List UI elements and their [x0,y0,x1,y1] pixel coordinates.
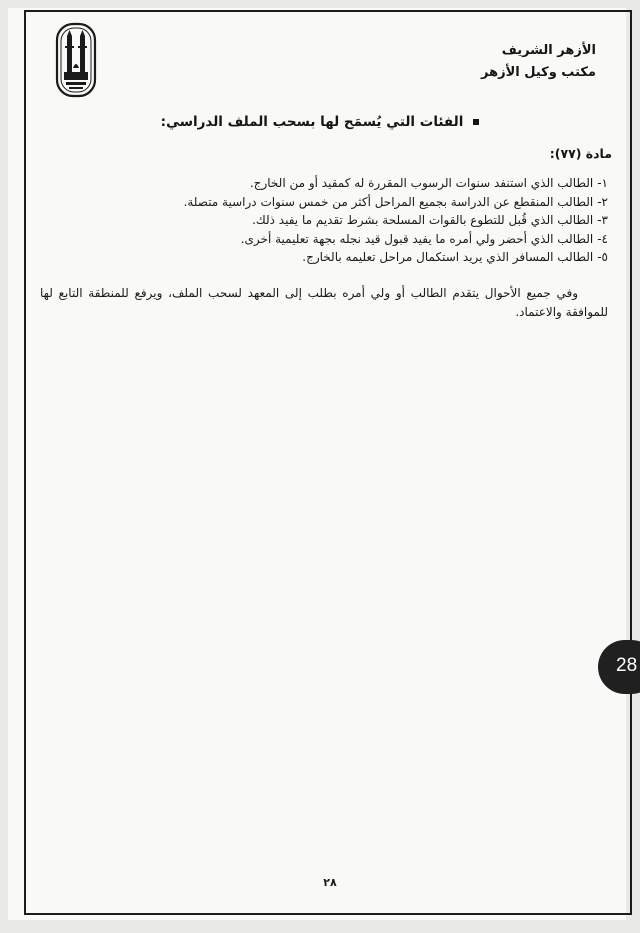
footer-page-number: ٢٨ [323,876,337,889]
page-border-frame [24,10,632,915]
item-text: الطالب المنقطع عن الدراسة بجميع المراحل أكثر من خمس سنوات دراسية متصلة. [183,194,594,209]
al-azhar-emblem-icon [54,22,98,100]
items-list [40,174,608,267]
section-title-text: الفئات التي يُسمَح لها بسحب الملف الدراسي: [160,114,464,130]
header-office: مكتب وكيل الأزهر [480,65,596,80]
list-item [40,211,608,230]
section-title [120,114,520,130]
list-item [40,248,608,267]
document-header [481,40,596,84]
list-item [40,193,608,212]
list-item [40,230,608,249]
item-number: ١- [597,176,608,190]
item-number: ٣- [597,213,608,227]
item-text: الطالب المسافر الذي يريد استكمال مراحل تعليمه بالخارج. [302,250,594,264]
item-number: ٤- [597,231,608,246]
bullet-icon [473,119,479,125]
header-institution: الأزهر الشريف [501,43,596,58]
item-number: ٢- [597,194,608,209]
page-number-tab-label: 28 [616,655,638,676]
item-text: الطالب الذي أحضر ولي أمره ما يفيد قبول قيد نجله بجهة تعليمية أخرى. [240,231,594,246]
item-number: ٥- [597,250,608,264]
closing-paragraph: وفي جميع الأحوال يتقدم الطالب أو ولي أمره بطلب إلى المعهد لسحب الملف، ويرفع للمنطقة التابع لها للموافقة والاعتماد. [40,286,608,319]
item-text: الطالب الذي استنفد سنوات الرسوب المقررة له كمقيد أو من الخارج. [249,176,594,190]
article-heading: مادة (٧٧): [549,146,612,161]
item-text: الطالب الذي قُبل للتطوع بالقوات المسلحة بشرط تقديم ما يفيد ذلك. [252,213,594,227]
list-item [40,174,608,193]
